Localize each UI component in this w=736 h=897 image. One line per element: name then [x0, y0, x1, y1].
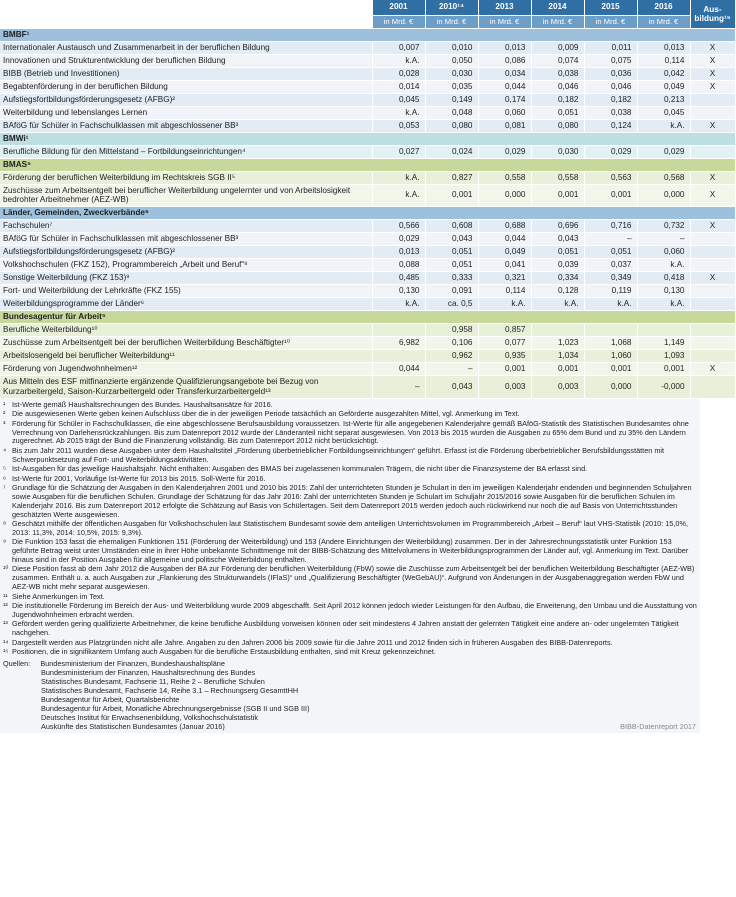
header-unit: in Mrd. € [372, 15, 425, 28]
cell-value: 0,029 [584, 145, 637, 158]
row-label: Zuschüsse zum Arbeitsentgelt bei der beruflichen Weiterbildung Beschäftigter¹⁰ [0, 337, 372, 350]
section-header [0, 132, 735, 145]
footnote [3, 465, 697, 474]
cell-value: 0,114 [478, 285, 531, 298]
row-label: Zuschüsse zum Arbeitsentgelt bei beruflicher Weiterbildung ungelernter und von Arbeitslosigkeit bedrohter Arbeitnehmer (AEZ-WB) [0, 184, 372, 207]
ausbildung-mark [690, 324, 735, 337]
footnote-text: Förderung für Schüler in Fachschulklassen, die eine abgeschlossene Berufsausbildung voraussetzen. Ist-Werte für alle angegebenen Kalenderjahre gemäß BAföG-Statistik des Statistischen Bundesamtes ohne Verrechnung von Darlehensrückzahlungen. Bis zum Datenreport 2012 wurde der Länderanteil nicht separat ausgewiesen. Von 2013 bis 2015 wurden die Ausgaben zu 65% dem Bund und zu 35% den Ländern zugerechnet. Ab 2015 trägt der Bund die Finanzierung vollständig. Bis zum Datenreport 2012 nicht berücksichtigt. [12, 418, 689, 446]
table-row [0, 184, 735, 207]
cell-value: 0,091 [425, 285, 478, 298]
ausbildung-mark: X [690, 272, 735, 285]
cell-value: 0,732 [637, 220, 690, 233]
cell-value: 6,982 [372, 337, 425, 350]
cell-value: 0,182 [584, 93, 637, 106]
cell-value: 0,149 [425, 93, 478, 106]
cell-value: 0,081 [478, 119, 531, 132]
header-year: 2013 [478, 0, 531, 15]
cell-value: 0,182 [531, 93, 584, 106]
row-label: Weiterbildungsprogramme der Länder⁶ [0, 298, 372, 311]
section-title: BMAS⁵ [0, 158, 735, 171]
cell-value: 0,827 [425, 171, 478, 184]
ausbildung-mark [690, 145, 735, 158]
cell-value: – [584, 233, 637, 246]
footnote-text: Gefördert werden gering qualifizierte Arbeitnehmer, die keine berufliche Ausbildung vorweisen können oder seit mindestens 4 Jahren anstatt der gelernten Tätigkeit eine andere an- oder ungelernten Tätigkeit nachgehen. [12, 619, 679, 638]
cell-value: 0,001 [425, 184, 478, 207]
footnote-text: Die ausgewiesenen Werte geben keinen Aufschluss über die in der jeweiligen Periode tatsächlich an Geförderte ausgezahlten Mittel, vgl. Anmerkung im Text. [12, 409, 520, 419]
section-title: BMWi¹ [0, 132, 735, 145]
cell-value: k.A. [478, 298, 531, 311]
row-label: Aufstiegsfortbildungsförderungsgesetz (AFBG)² [0, 93, 372, 106]
cell-value: 0,044 [478, 80, 531, 93]
header-year: 2016 [637, 0, 690, 15]
credit: BIBB-Datenreport 2017 [620, 721, 696, 731]
cell-value: 0,213 [637, 93, 690, 106]
cell-value: 0,568 [637, 171, 690, 184]
cell-value: 0,060 [478, 106, 531, 119]
cell-value: 0,046 [531, 80, 584, 93]
cell-value: 0,048 [425, 106, 478, 119]
cell-value: 0,037 [584, 259, 637, 272]
cell-value: 0,029 [372, 233, 425, 246]
ausbildung-mark [690, 350, 735, 363]
footnote-text: Bis zum Jahr 2011 wurden diese Ausgaben unter dem Haushaltstitel „Förderung überbetrieblicher Fortbildungseinrichtungen“ geführt. Erfasst ist die Förderung überbetrieblicher Berufsbildungsstätten mit Schwerpunktsetzung auf Fort- und Weiterbildungsaktivitäten. [12, 445, 665, 464]
cell-value: k.A. [372, 54, 425, 67]
cell-value: 0,014 [372, 80, 425, 93]
header-unit: in Mrd. € [531, 15, 584, 28]
table-row [0, 119, 735, 132]
row-label: Arbeitslosengeld bei beruflicher Weiterbildung¹¹ [0, 350, 372, 363]
section-title: Bundesagentur für Arbeit⁵ [0, 311, 735, 324]
cell-value: 0,030 [531, 145, 584, 158]
cell-value: 0,053 [372, 119, 425, 132]
table-row [0, 106, 735, 119]
header-years-row [0, 0, 735, 15]
cell-value: 0,174 [478, 93, 531, 106]
footnote-text: Ist-Werte für 2001, Vorläufige Ist-Werte für 2013 bis 2015. Soll-Werte für 2016. [12, 473, 266, 483]
table-row [0, 171, 735, 184]
cell-value: 0,130 [372, 285, 425, 298]
row-label: Sonstige Weiterbildung (FKZ 153)⁹ [0, 272, 372, 285]
cell-value: 0,003 [531, 376, 584, 399]
cell-value: 0,074 [531, 54, 584, 67]
row-label: Volkshochschulen (FKZ 152), Programmbereich „Arbeit und Beruf“⁸ [0, 259, 372, 272]
table-row [0, 145, 735, 158]
cell-value: 0,060 [637, 246, 690, 259]
cell-value: – [425, 363, 478, 376]
cell-value: 0,051 [584, 246, 637, 259]
footnote-number: ¹⁵ [3, 646, 9, 656]
ausbildung-mark [690, 246, 735, 259]
cell-value: 0,001 [531, 184, 584, 207]
table-row [0, 54, 735, 67]
footnote-number: ⁷ [3, 482, 6, 492]
footnote [3, 565, 697, 592]
footnote-number: ³ [3, 418, 6, 428]
cell-value: 1,093 [637, 350, 690, 363]
header-year: 2015 [584, 0, 637, 15]
footnote-text: Siehe Anmerkungen im Text. [12, 591, 105, 601]
source-item: Statistisches Bundesamt, Fachserie 14, Reihe 3.1 – Rechnungserg GesamttHH [41, 685, 299, 695]
table-row [0, 376, 735, 399]
cell-value: -0,000 [637, 376, 690, 399]
cell-value: 0,039 [531, 259, 584, 272]
source-item: Bundesministerium der Finanzen, Haushaltsrechnung des Bundes [41, 668, 256, 678]
table-row [0, 285, 735, 298]
table-row [0, 259, 735, 272]
cell-value: 0,485 [372, 272, 425, 285]
cell-value: 0,000 [637, 184, 690, 207]
ausbildung-mark: X [690, 220, 735, 233]
cell-value: 0,051 [531, 246, 584, 259]
cell-value: 0,075 [584, 54, 637, 67]
table-row [0, 233, 735, 246]
cell-value: 0,128 [531, 285, 584, 298]
cell-value: k.A. [637, 259, 690, 272]
source-item: Bundesagentur für Arbeit, Quartalsberichte [41, 694, 180, 704]
footnote-number: ⁴ [3, 445, 7, 455]
table-row [0, 67, 735, 80]
footnotes [0, 399, 700, 657]
cell-value: 0,009 [531, 41, 584, 54]
footnote-number: ¹³ [3, 619, 8, 629]
footnote-text: Diese Position fasst ab dem Jahr 2012 die Ausgaben der BA zur Förderung der beruflichen Weiterbildung (FbW) sowie die Zuschüsse zum Arbeitsentgelt bei der beruflichen Weiterbildung Beschäftigter (AEZ-WB) zusammen. Enthält u. a. auch Ausgaben zur „Flankierung des Strukturwandels (IFlaS)“ und „Qualifizierung Beschäftigter (WeGebAU)“. Aufgrund von Änderungen in der Ausgabenaggregation werden FbW und AEZ-WB nicht mehr separat ausgewiesen. [12, 564, 695, 592]
row-label: Weiterbildung und lebenslanges Lernen [0, 106, 372, 119]
cell-value: 0,041 [478, 259, 531, 272]
cell-value: 0,049 [637, 80, 690, 93]
sources [0, 657, 700, 733]
footnote-number: ⁸ [3, 518, 7, 528]
ausbildung-mark: X [690, 363, 735, 376]
table-row [0, 298, 735, 311]
cell-value: 1,023 [531, 337, 584, 350]
cell-value [372, 324, 425, 337]
cell-value: 0,007 [372, 41, 425, 54]
cell-value: – [372, 376, 425, 399]
cell-value: 0,608 [425, 220, 478, 233]
row-label: Förderung der beruflichen Weiterbildung im Rechtskreis SGB II⁵ [0, 171, 372, 184]
cell-value: 0,044 [372, 363, 425, 376]
section-header [0, 311, 735, 324]
cell-value: 0,688 [478, 220, 531, 233]
cell-value [531, 324, 584, 337]
section-header [0, 158, 735, 171]
cell-value: 0,334 [531, 272, 584, 285]
ausbildung-mark [690, 376, 735, 399]
footnote-text: Dargestellt werden aus Platzgründen nicht alle Jahre. Angaben zu den Jahren 2006 bis 2009 sowie für die Jahre 2011 und 2012 finden sich in früheren Ausgaben des BIBB-Datenreports. [12, 637, 613, 647]
cell-value: 0,038 [584, 106, 637, 119]
cell-value: 0,045 [372, 93, 425, 106]
table-row [0, 80, 735, 93]
cell-value: 0,001 [637, 363, 690, 376]
cell-value: k.A. [372, 184, 425, 207]
cell-value: 0,050 [425, 54, 478, 67]
table-row [0, 41, 735, 54]
cell-value: 0,044 [478, 233, 531, 246]
cell-value: 0,010 [425, 41, 478, 54]
footnote-number: ⁵ [3, 464, 7, 474]
footnote-text: Die institutionelle Förderung im Bereich der Aus- und Weiterbildung wurde 2009 abgeschafft. Seit April 2012 können jedoch wieder Leistungen für den Aufbau, die Erweiterung, den Umbau und die Ausstattung von Jugendwohnheimen erbracht werden. [12, 600, 697, 619]
cell-value: 0,080 [531, 119, 584, 132]
source-item: Deutsches Institut für Erwachsenenbildung, Volkshochschulstatistik [41, 712, 258, 722]
ausbildung-mark: X [690, 41, 735, 54]
footnote-number: ¹ [3, 399, 6, 409]
cell-value: 0,001 [584, 363, 637, 376]
source-item: Bundesagentur für Arbeit, Monatliche Abrechnungsergebnisse (SGB II und SGB III) [41, 703, 310, 713]
ausbildung-mark [690, 106, 735, 119]
footnote-number: ⁶ [3, 473, 7, 483]
cell-value: 0,003 [478, 376, 531, 399]
row-label: Internationaler Austausch und Zusammenarbeit in der beruflichen Bildung [0, 41, 372, 54]
cell-value [584, 324, 637, 337]
cell-value: k.A. [372, 106, 425, 119]
ausbildung-mark [690, 93, 735, 106]
cell-value [637, 324, 690, 337]
cell-value: 0,046 [584, 80, 637, 93]
cell-value: 0,036 [584, 67, 637, 80]
cell-value: 0,106 [425, 337, 478, 350]
table-row [0, 220, 735, 233]
cell-value: 0,857 [478, 324, 531, 337]
ausbildung-mark: X [690, 184, 735, 207]
row-label: Innovationen und Strukturentwicklung der beruflichen Bildung [0, 54, 372, 67]
ausbildung-mark: X [690, 54, 735, 67]
header-year: 2001 [372, 0, 425, 15]
cell-value: 0,001 [531, 363, 584, 376]
cell-value: 0,114 [637, 54, 690, 67]
cell-value: 0,035 [425, 80, 478, 93]
header-unit: in Mrd. € [584, 15, 637, 28]
ausbildung-mark: X [690, 67, 735, 80]
cell-value: 0,119 [584, 285, 637, 298]
cell-value: 0,034 [478, 67, 531, 80]
row-label: BIBB (Betrieb und Investitionen) [0, 67, 372, 80]
ausbildung-mark [690, 337, 735, 350]
cell-value: 0,011 [584, 41, 637, 54]
header-unit-row [0, 15, 735, 28]
ausbildung-mark: X [690, 171, 735, 184]
footnote [3, 484, 697, 520]
header-unit: in Mrd. € [637, 15, 690, 28]
row-label: BAföG für Schüler in Fachschulklassen mit abgeschlossener BB³ [0, 233, 372, 246]
cell-value: 0,349 [584, 272, 637, 285]
footnote-text: Geschätzt mithilfe der öffentlichen Ausgaben für Volkshochschulen laut Statistischem Bundesamt sowie dem anteiligen Unterrichtsvolumen im Programmbereich „Arbeit – Beruf“ laut VHS-Statistik (2010: 15,0%, 2013: 11,3%, 2014: 10,5%, 2015: 9,3%). [12, 518, 688, 537]
row-label: Begabtenförderung in der beruflichen Bildung [0, 80, 372, 93]
footnote-number: ¹¹ [3, 591, 8, 601]
ausbildung-mark: X [690, 119, 735, 132]
table-row [0, 337, 735, 350]
cell-value: 0,049 [478, 246, 531, 259]
ausbildung-mark [690, 285, 735, 298]
footnote-text: Ist-Ausgaben für das jeweilige Haushaltsjahr. Nicht enthalten: Ausgaben des BMAS bei zugelassenen kommunalen Trägern, die nicht über die Finanzsysteme der BA erfasst sind. [12, 464, 588, 474]
footnote [3, 420, 697, 447]
table-row [0, 93, 735, 106]
ausbildung-mark [690, 233, 735, 246]
cell-value: 0,962 [425, 350, 478, 363]
cell-value: k.A. [372, 298, 425, 311]
header-blank [0, 0, 372, 15]
cell-value: 0,088 [372, 259, 425, 272]
footnote-number: ¹⁰ [3, 564, 9, 574]
footnote [3, 538, 697, 565]
row-label: Fachschulen⁷ [0, 220, 372, 233]
cell-value: 0,038 [531, 67, 584, 80]
cell-value: 0,077 [478, 337, 531, 350]
header-year: 2014 [531, 0, 584, 15]
cell-value: 0,043 [531, 233, 584, 246]
footnote-number: ⁹ [3, 537, 7, 547]
cell-value: 0,042 [637, 67, 690, 80]
cell-value: 0,000 [478, 184, 531, 207]
source-item: Statistisches Bundesamt, Fachserie 11, Reihe 2 – Berufliche Schulen [41, 677, 265, 687]
footnote [3, 410, 697, 419]
cell-value: 0,051 [425, 246, 478, 259]
cell-value: 0,563 [584, 171, 637, 184]
footnote [3, 648, 697, 657]
cell-value: 0,013 [637, 41, 690, 54]
row-label: Fort- und Weiterbildung der Lehrkräfte (FKZ 155) [0, 285, 372, 298]
cell-value: 0,043 [425, 233, 478, 246]
ausbildung-mark: X [690, 80, 735, 93]
cell-value: 0,024 [425, 145, 478, 158]
cell-value: 0,001 [584, 184, 637, 207]
cell-value: 1,060 [584, 350, 637, 363]
footnote-text: Positionen, die in signifikantem Umfang auch Ausgaben für die berufliche Erstausbildung enthalten, sind mit Kreuz gekennzeichnet. [12, 646, 436, 656]
cell-value: 1,034 [531, 350, 584, 363]
sources-label: Quellen: [3, 659, 31, 669]
cell-value: 0,028 [372, 67, 425, 80]
row-label: Aufstiegsfortbildungsförderungsgesetz (AFBG)² [0, 246, 372, 259]
table-row [0, 350, 735, 363]
cell-value: 0,027 [372, 145, 425, 158]
ausbildung-mark [690, 259, 735, 272]
cell-value: 0,935 [478, 350, 531, 363]
cell-value: 0,001 [478, 363, 531, 376]
cell-value: 0,958 [425, 324, 478, 337]
table-row [0, 272, 735, 285]
cell-value: 0,013 [372, 246, 425, 259]
header-ausbildung: Aus-bildung¹⁵ [690, 0, 735, 28]
source-item: Auskünfte des Statistischen Bundesamtes (Januar 2016) [41, 721, 225, 731]
footnote-text: Ist-Werte gemäß Haushaltsrechnungen des Bundes. Haushaltsansätze für 2016. [12, 399, 273, 409]
cell-value: 0,029 [637, 145, 690, 158]
section-title: Länder, Gemeinden, Zweckverbände⁶ [0, 207, 735, 220]
header-unit: in Mrd. € [425, 15, 478, 28]
cell-value: k.A. [372, 171, 425, 184]
cell-value: 0,716 [584, 220, 637, 233]
cell-value: 1,149 [637, 337, 690, 350]
cell-value: 0,086 [478, 54, 531, 67]
expenditure-table [0, 0, 736, 399]
cell-value: 0,051 [425, 259, 478, 272]
footnote [3, 602, 697, 620]
section-header [0, 207, 735, 220]
cell-value: 0,051 [531, 106, 584, 119]
cell-value: 0,080 [425, 119, 478, 132]
cell-value: 0,418 [637, 272, 690, 285]
cell-value: 0,696 [531, 220, 584, 233]
table-row [0, 246, 735, 259]
cell-value: 0,000 [584, 376, 637, 399]
cell-value: 1,068 [584, 337, 637, 350]
footnote-number: ¹⁴ [3, 637, 9, 647]
section-title: BMBF¹ [0, 28, 735, 41]
row-label: BAföG für Schüler in Fachschulklassen mit abgeschlossener BB³ [0, 119, 372, 132]
cell-value [372, 350, 425, 363]
cell-value: 0,130 [637, 285, 690, 298]
footnote-number: ² [3, 409, 6, 419]
cell-value: – [637, 233, 690, 246]
row-label: Berufliche Weiterbildung¹⁰ [0, 324, 372, 337]
ausbildung-mark [690, 298, 735, 311]
row-label: Förderung von Jugendwohnheimen¹² [0, 363, 372, 376]
footnote [3, 447, 697, 465]
footnote-text: Grundlage für die Schätzung der Ausgaben in den Kalenderjahren 2001 und 2010 bis 2015: Zahl der unterrichteten Stunden je Schulart in den im jeweiligen Kalenderjahr endenden und beginnenden Schuljahren sowie Ausgaben für die beruflichen Schulen. Grundlage der Schätzung für das Jahr 2016: Zahl der unterrichteten Stunden je Schulart im Schuljahr 2015/2016 sowie Ausgaben für die beruflichen Schulen im Kalenderjahr 2016. Bis zum Datenreport 2012 erfolgte die Schätzung auf Basis von Schülertagen. Seit dem Datenreport 2015 werden jedoch auch rückwirkend nur noch die auf Basis von Unterrichtsstunden geschätzten Werte ausgewiesen. [12, 482, 692, 519]
table-row [0, 363, 735, 376]
cell-value: k.A. [637, 298, 690, 311]
footnote [3, 620, 697, 638]
footnote [3, 520, 697, 538]
header-unit: in Mrd. € [478, 15, 531, 28]
section-header [0, 28, 735, 41]
cell-value: k.A. [584, 298, 637, 311]
cell-value: k.A. [531, 298, 584, 311]
cell-value: 0,566 [372, 220, 425, 233]
footnote-number: ¹² [3, 600, 8, 610]
table-row [0, 324, 735, 337]
cell-value: 0,321 [478, 272, 531, 285]
cell-value: 0,558 [531, 171, 584, 184]
cell-value: k.A. [637, 119, 690, 132]
cell-value: 0,013 [478, 41, 531, 54]
cell-value: 0,124 [584, 119, 637, 132]
cell-value: ca. 0,5 [425, 298, 478, 311]
source-item: Bundesministerium der Finanzen, Bundeshaushaltspläne [40, 659, 225, 669]
cell-value: 0,029 [478, 145, 531, 158]
cell-value: 0,043 [425, 376, 478, 399]
footnote-text: Die Funktion 153 fasst die ehemaligen Funktionen 151 (Förderung der Weiterbildung) und 153 (Andere Einrichtungen der Weiterbildung) zusammen. Der in der Jahresrechnungsstatistik unter Funktion 153 geführte Betrag weist unter Umständen eine in ihrer Höhe unbekannte Schnittmenge mit der BIBB-Schätzung des Mittelvolumens in Weiterbildungsprogrammen der Länder auf, vgl. Anmerkung im Text. Darüber hinaus sind in der Position Ausgaben für allgemeine und politische Weiterbildung enthalten. [12, 537, 689, 565]
row-label: Aus Mitteln des ESF mitfinanzierte ergänzende Qualifizierungsangebote bei Bezug von Kurzarbeitergeld, Saison-Kurzarbeitergeld oder Transferkurzarbeitergeld¹³ [0, 376, 372, 399]
cell-value: 0,045 [637, 106, 690, 119]
row-label: Berufliche Bildung für den Mittelstand – Fortbildungseinrichtungen⁴ [0, 145, 372, 158]
cell-value: 0,030 [425, 67, 478, 80]
cell-value: 0,558 [478, 171, 531, 184]
cell-value: 0,333 [425, 272, 478, 285]
header-year: 2010¹⁴ [425, 0, 478, 15]
